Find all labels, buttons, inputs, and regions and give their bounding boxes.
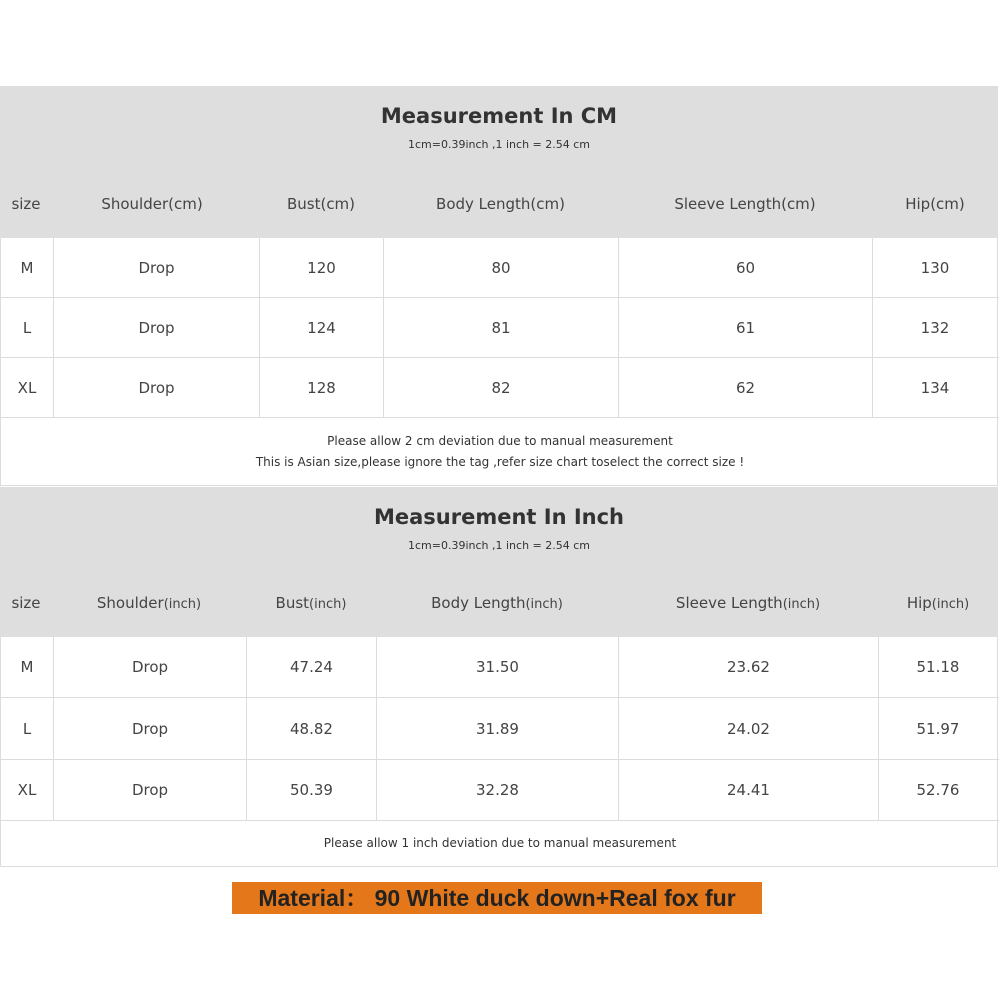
cell-size: XL	[1, 760, 54, 820]
table-row	[1, 760, 999, 821]
cell-hip: 134	[920, 378, 950, 397]
table-row	[1, 358, 999, 418]
cell-bust: 48.82	[247, 698, 377, 759]
cell-body-length: 32.28	[377, 760, 619, 820]
cell-sleeve-length: 62	[619, 358, 873, 417]
cell-body-length: 82	[384, 358, 619, 417]
cm-table-header	[0, 86, 998, 238]
inch-header-shoulder-unit: (inch)	[163, 597, 202, 612]
cell-size: L	[1, 298, 54, 357]
inch-header-size	[0, 593, 52, 613]
cell-bust: 120	[260, 238, 384, 297]
cell-hip: 132	[920, 318, 950, 337]
inch-header-size-label: size	[11, 594, 41, 612]
cell-size: L	[1, 698, 54, 759]
cell-size: XL	[1, 358, 54, 417]
cell-bust: 128	[260, 358, 384, 417]
cm-header-body-length: Body Length(cm)	[436, 195, 565, 213]
cm-header-shoulder: Shoulder(cm)	[101, 195, 203, 213]
table-row	[1, 698, 999, 760]
cell-body-length: 81	[384, 298, 619, 357]
cm-header-hip: Hip(cm)	[905, 195, 965, 213]
inch-note-deviation: Please allow 1 inch deviation due to manual measurement	[323, 836, 677, 850]
cm-table-subtitle: 1cm=0.39inch ,1 inch = 2.54 cm	[407, 138, 590, 151]
cm-notes	[0, 418, 998, 486]
cm-header-bust: Bust(cm)	[286, 195, 356, 213]
table-row	[1, 238, 999, 298]
cell-bust: 47.24	[247, 637, 377, 697]
table-row	[1, 298, 999, 358]
inch-header-sleeve-length-label: Sleeve Length	[675, 594, 783, 612]
table-row	[1, 637, 999, 698]
inch-table-title: Measurement In Inch	[373, 505, 625, 529]
cell-sleeve-length: 23.62	[619, 637, 879, 697]
cell-bust: 124	[260, 298, 384, 357]
inch-header-sleeve-length	[618, 593, 878, 613]
cm-header-size: size	[11, 195, 41, 213]
cm-header-sleeve-length: Sleeve Length(cm)	[674, 195, 816, 213]
inch-header-hip	[878, 593, 998, 613]
cell-hip: 51.18	[916, 658, 960, 676]
inch-table-subtitle: 1cm=0.39inch ,1 inch = 2.54 cm	[407, 539, 590, 552]
cell-body-length: 31.89	[377, 698, 619, 759]
inch-table-body	[0, 637, 998, 821]
cell-bust: 50.39	[247, 760, 377, 820]
cell-sleeve-length: 24.02	[619, 698, 879, 759]
cell-shoulder: Drop	[54, 358, 260, 417]
cell-sleeve-length: 60	[619, 238, 873, 297]
inch-table-header	[0, 487, 998, 637]
cell-shoulder: Drop	[54, 298, 260, 357]
cm-note-asian-size: This is Asian size,please ignore the tag ,refer size chart toselect the correct size !	[255, 455, 745, 469]
cell-size: M	[1, 238, 54, 297]
cell-body-length: 31.50	[377, 637, 619, 697]
cell-hip: 130	[920, 258, 950, 277]
cell-sleeve-length: 61	[619, 298, 873, 357]
inch-notes	[0, 821, 998, 867]
inch-header-hip-label: Hip	[906, 594, 932, 612]
cell-shoulder: Drop	[54, 238, 260, 297]
cell-shoulder: Drop	[54, 698, 247, 759]
cell-size: M	[1, 637, 54, 697]
inch-header-bust-unit: (inch)	[309, 597, 347, 612]
inch-header-shoulder-label: Shoulder	[96, 594, 164, 612]
cm-table-title: Measurement In CM	[380, 104, 618, 128]
cell-body-length: 80	[384, 238, 619, 297]
inch-header-shoulder	[52, 593, 246, 613]
cell-shoulder: Drop	[54, 760, 247, 820]
cell-shoulder: Drop	[54, 637, 247, 697]
inch-header-body-length-label: Body Length	[431, 594, 526, 612]
inch-header-sleeve-length-unit: (inch)	[782, 597, 821, 612]
inch-header-bust	[246, 593, 376, 613]
cell-hip: 51.97	[916, 719, 960, 738]
inch-header-hip-unit: (inch)	[931, 597, 970, 612]
inch-header-bust-label: Bust	[275, 594, 310, 612]
inch-header-body-length-unit: (inch)	[525, 597, 563, 612]
material-banner: Material： 90 White duck down+Real fox fur	[232, 882, 762, 914]
cell-hip: 52.76	[916, 781, 960, 799]
cm-note-deviation: Please allow 2 cm deviation due to manual measurement	[327, 434, 673, 448]
cm-table-body	[0, 238, 998, 418]
cell-sleeve-length: 24.41	[619, 760, 879, 820]
inch-header-body-length	[376, 593, 618, 613]
